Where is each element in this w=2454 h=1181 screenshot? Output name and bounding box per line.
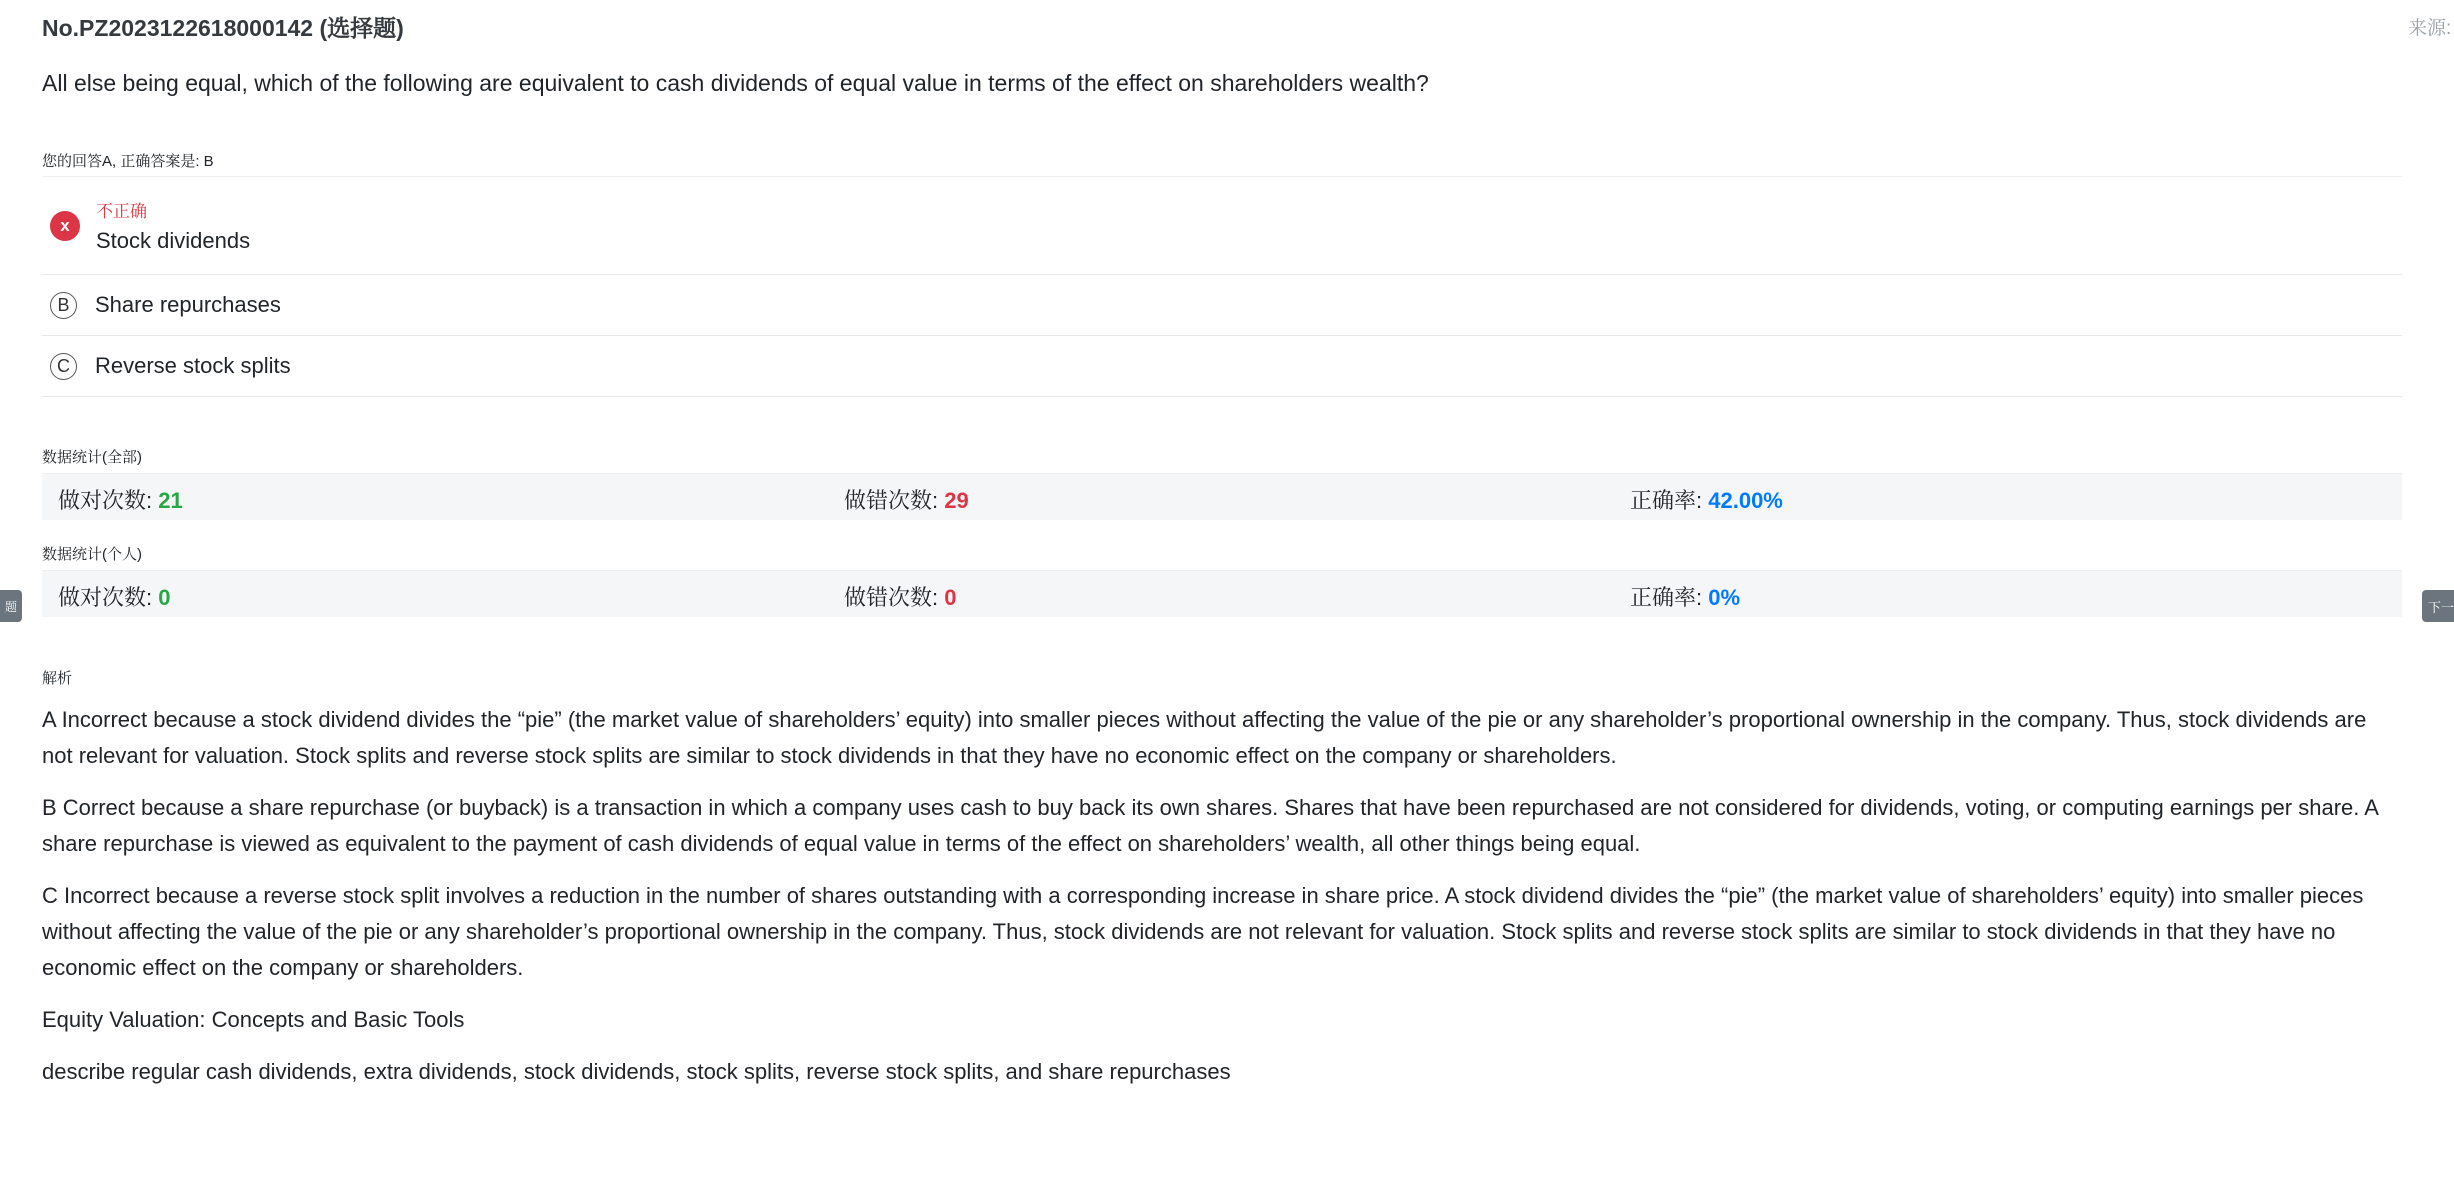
wrong-count-label: 做错次数: bbox=[844, 488, 939, 513]
incorrect-icon bbox=[50, 211, 80, 241]
option-a[interactable] bbox=[42, 177, 2402, 275]
accuracy-label: 正确率: bbox=[1630, 585, 1703, 610]
option-c-marker: C bbox=[50, 353, 77, 380]
incorrect-label: 不正确 bbox=[96, 202, 147, 221]
stats-all-rate bbox=[1630, 484, 1783, 515]
analysis-paragraph: B Correct because a share repurchase (or buyback) is a transaction in which a company uses cash to buy back its own shares. Shares that have been repurchased are not considered for dividends, voting, or computing earnings per share. A share repurchase is viewed as equivalent to the payment of cash dividends of equal value in terms of the effect on shareholders’ wealth, all other things being equal. bbox=[42, 795, 2378, 856]
correct-count-value: 0 bbox=[158, 585, 171, 610]
option-c-text: Reverse stock splits bbox=[95, 353, 291, 378]
stats-all-row bbox=[42, 473, 2402, 520]
source-label: 来源: bbox=[2408, 18, 2452, 39]
wrong-count-value: 0 bbox=[944, 585, 957, 610]
options-list bbox=[42, 176, 2402, 397]
question-title: No.PZ2023122618000142 (选择题) bbox=[42, 15, 404, 41]
stats-personal-label: 数据统计(个人) bbox=[42, 546, 142, 563]
analysis-paragraph: C Incorrect because a reverse stock split involves a reduction in the number of shares outstanding with a corresponding increase in share price. A stock dividend divides the “pie” (the market value of shareholders’ equity) into smaller pieces without affecting the value of the pie or any shareholder’s proportional ownership in the company. Thus, stock dividends are not relevant for valuation. Stock splits and reverse stock splits are similar to stock dividends in that they have no economic effect on the company or shareholders. bbox=[42, 883, 2364, 980]
correct-count-value: 21 bbox=[158, 488, 183, 513]
incorrect-marker: x bbox=[60, 215, 70, 235]
question-text: All else being equal, which of the following are equivalent to cash dividends of equal value in terms of the effect on shareholders wealth? bbox=[42, 70, 1429, 96]
stats-personal-wrong bbox=[844, 581, 957, 612]
learning-outcome: describe regular cash dividends, extra dividends, stock dividends, stock splits, reverse stock splits, and share repurchases bbox=[42, 1059, 1231, 1084]
accuracy-value: 42.00% bbox=[1708, 488, 1783, 513]
analysis-paragraph: A Incorrect because a stock dividend divides the “pie” (the market value of shareholders’ equity) into smaller pieces without affecting the value of the pie or any shareholder’s proportional ownership in the company. Thus, stock dividends are not relevant for valuation. Stock splits and reverse stock splits are similar to stock dividends in that they have no economic effect on the company or shareholders. bbox=[42, 707, 2367, 768]
stats-all-wrong bbox=[844, 484, 969, 515]
correct-count-label: 做对次数: bbox=[58, 488, 153, 513]
option-b-marker: B bbox=[50, 292, 77, 319]
wrong-count-label: 做错次数: bbox=[844, 585, 939, 610]
stats-personal-row bbox=[42, 570, 2402, 617]
option-a-text: Stock dividends bbox=[96, 228, 251, 253]
option-b-text: Share repurchases bbox=[95, 292, 281, 317]
next-question-tab[interactable] bbox=[2422, 590, 2454, 622]
next-question-label: 下一 bbox=[2428, 599, 2454, 615]
stats-all-label: 数据统计(全部) bbox=[42, 449, 142, 466]
analysis-body bbox=[42, 702, 2402, 1106]
option-b[interactable] bbox=[42, 275, 2402, 336]
prev-question-tab[interactable] bbox=[0, 590, 22, 622]
prev-question-label: 题 bbox=[4, 599, 17, 614]
stats-personal-rate bbox=[1630, 581, 1740, 612]
stats-all-correct bbox=[58, 484, 183, 515]
wrong-count-value: 29 bbox=[944, 488, 969, 513]
correct-count-label: 做对次数: bbox=[58, 585, 153, 610]
accuracy-label: 正确率: bbox=[1630, 488, 1703, 513]
option-c[interactable] bbox=[42, 336, 2402, 397]
topic-line: Equity Valuation: Concepts and Basic Tools bbox=[42, 1007, 465, 1032]
accuracy-value: 0% bbox=[1708, 585, 1741, 610]
answer-note: 您的回答A, 正确答案是: B bbox=[42, 153, 214, 170]
option-a-content bbox=[96, 197, 250, 254]
analysis-label: 解析 bbox=[42, 670, 73, 687]
stats-personal-correct bbox=[58, 581, 171, 612]
